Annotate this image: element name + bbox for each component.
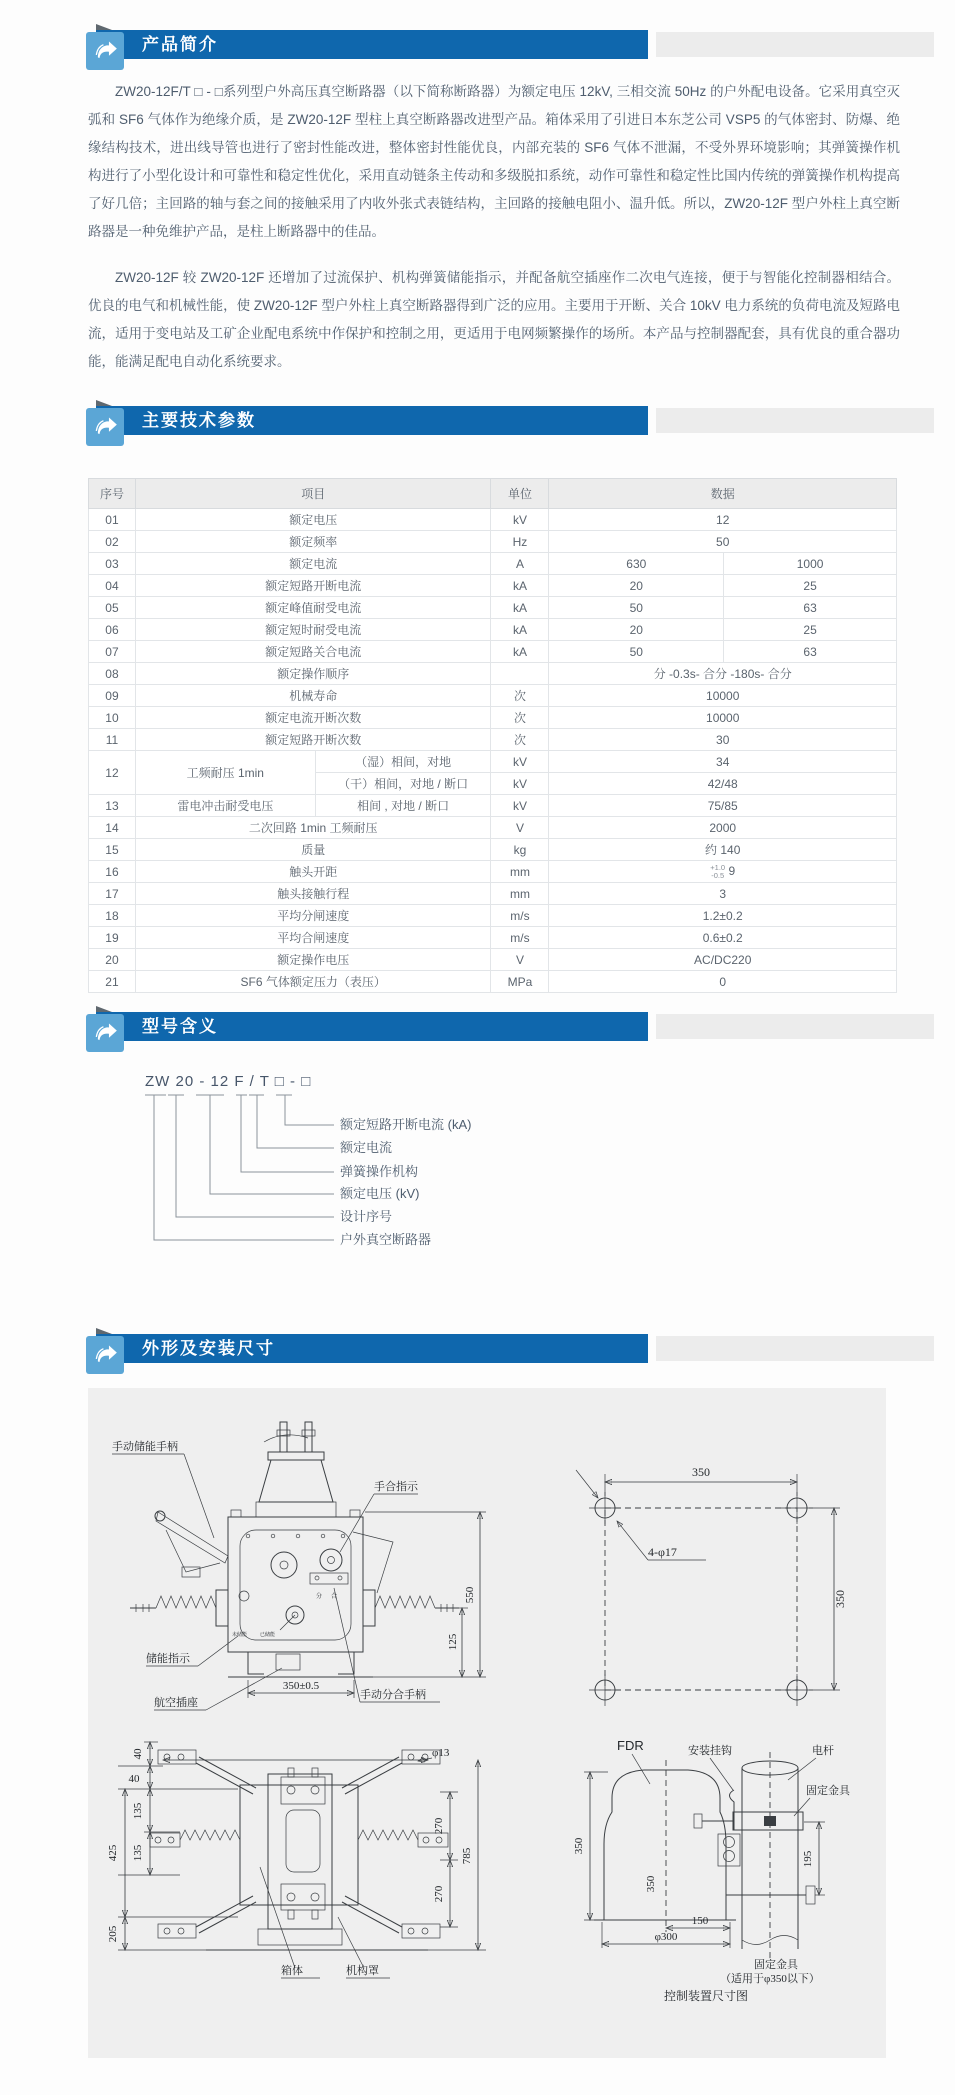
label-manual-switch-handle: 手动分合手柄	[360, 1689, 426, 1701]
param-cell: kg	[491, 839, 549, 861]
label-fdr: FDR	[617, 1738, 644, 1753]
param-cell: 额定操作顺序	[135, 663, 491, 685]
banner-extension	[656, 32, 934, 57]
dim-550: 550	[464, 1586, 476, 1604]
param-cell: kA	[491, 597, 549, 619]
model-label-rated-voltage: 额定电压 (kV)	[340, 1186, 420, 1201]
label-box: 箱体	[281, 1965, 303, 1977]
param-no-cell: 11	[89, 729, 136, 751]
model-code: ZW 20 - 12 F / T □ - □	[145, 1073, 312, 1090]
param-cell: 10000	[549, 707, 897, 729]
param-cell: 雷电冲击耐受电压	[135, 795, 315, 817]
param-cell: 75/85	[549, 795, 897, 817]
section-title-model: 型号含义	[142, 1017, 218, 1036]
param-cell: 次	[491, 685, 549, 707]
param-no-cell: 08	[89, 663, 136, 685]
param-cell: 34	[549, 751, 897, 773]
param-cell: 平均分闸速度	[135, 905, 491, 927]
label-4-phi17: 4-φ17	[648, 1545, 677, 1559]
param-cell: 20	[549, 575, 724, 597]
param-cell: 工频耐压 1min	[135, 751, 315, 795]
param-cell: 分 -0.3s- 合分 -180s- 合分	[549, 663, 897, 685]
dim-205: 205	[107, 1925, 119, 1943]
col-header-no: 序号	[89, 479, 136, 509]
param-cell: 触头开距	[135, 861, 491, 883]
banner-bar	[96, 1334, 648, 1363]
dim-40: 40	[128, 1773, 140, 1785]
param-cell: AC/DC220	[549, 949, 897, 971]
param-cell: V	[491, 817, 549, 839]
arrow-swoosh-icon	[86, 1336, 124, 1374]
param-no-cell: 15	[89, 839, 136, 861]
param-no-cell: 07	[89, 641, 136, 663]
param-cell: kV	[491, 509, 549, 531]
param-cell: 2000	[549, 817, 897, 839]
param-cell: 3	[549, 883, 897, 905]
param-no-cell: 09	[89, 685, 136, 707]
param-no-cell: 18	[89, 905, 136, 927]
param-cell: 1000	[724, 553, 897, 575]
label-pole: 电杆	[812, 1745, 834, 1757]
banner-bar	[96, 1012, 648, 1041]
dim-195: 195	[802, 1850, 814, 1868]
param-cell: 额定短路开断次数	[135, 729, 491, 751]
arrow-swoosh-icon	[86, 408, 124, 446]
caption-fitting: 固定金具	[754, 1959, 798, 1971]
param-row	[89, 707, 897, 729]
param-cell: 63	[724, 641, 897, 663]
param-cell: 25	[724, 619, 897, 641]
intro-text-block	[88, 78, 900, 376]
param-cell: A	[491, 553, 549, 575]
model-label-outdoor-breaker: 户外真空断路器	[340, 1232, 432, 1247]
param-cell: 约 140	[549, 839, 897, 861]
dim-135-1: 135	[132, 1802, 144, 1820]
param-row	[89, 927, 897, 949]
param-cell: 1.2±0.2	[549, 905, 897, 927]
param-no-cell: 04	[89, 575, 136, 597]
caption-controller-drawing: 控制装置尺寸图	[663, 1989, 749, 2003]
param-row	[89, 531, 897, 553]
param-cell: 12	[549, 509, 897, 531]
param-cell: 触头接触行程	[135, 883, 491, 905]
param-no-cell: 14	[89, 817, 136, 839]
param-cell: 额定操作电压	[135, 949, 491, 971]
dim-holes-350-w: 350	[692, 1465, 710, 1479]
param-row	[89, 971, 897, 993]
caption-fitting-note: （适用于φ350以下）	[720, 1973, 820, 1985]
param-cell: 0	[549, 971, 897, 993]
dim-270-1: 270	[433, 1817, 445, 1835]
param-cell: 630	[549, 553, 724, 575]
param-cell: 30	[549, 729, 897, 751]
banner-extension	[656, 1336, 934, 1361]
param-cell: 次	[491, 729, 549, 751]
col-header-data: 数据	[549, 479, 897, 509]
param-row	[89, 861, 897, 883]
param-cell: 平均合闸速度	[135, 927, 491, 949]
model-label-spring-mechanism: 弹簧操作机构	[340, 1164, 419, 1179]
label-fitting: 固定金具	[806, 1785, 850, 1797]
param-row	[89, 751, 897, 773]
banner-bar	[96, 406, 648, 435]
dim-270-2: 270	[433, 1885, 445, 1903]
param-row	[89, 619, 897, 641]
dim-40-top: 40	[132, 1748, 144, 1760]
param-cell: 25	[724, 575, 897, 597]
dim-phi300: φ300	[654, 1931, 678, 1943]
param-cell: 额定短路关合电流	[135, 641, 491, 663]
params-table-body	[89, 509, 897, 993]
param-no-cell: 05	[89, 597, 136, 619]
model-label-design-serial: 设计序号	[340, 1209, 393, 1224]
model-label-breaking-current: 额定短路开断电流 (kA)	[340, 1117, 472, 1132]
param-cell: kV	[491, 795, 549, 817]
param-cell: m/s	[491, 927, 549, 949]
section-header-params	[86, 406, 938, 454]
param-row	[89, 663, 897, 685]
param-no-cell: 12	[89, 751, 136, 795]
param-cell: MPa	[491, 971, 549, 993]
arrow-swoosh-icon	[86, 32, 124, 70]
param-cell: 机械寿命	[135, 685, 491, 707]
param-row	[89, 817, 897, 839]
param-cell: 额定短路开断电流	[135, 575, 491, 597]
arrow-swoosh-icon	[86, 1014, 124, 1052]
param-row	[89, 597, 897, 619]
section-header-outline	[86, 1334, 938, 1382]
dim-phi13: φ13	[432, 1747, 450, 1759]
param-cell: 额定电压	[135, 509, 491, 531]
param-row	[89, 883, 897, 905]
param-cell: 额定峰值耐受电流	[135, 597, 491, 619]
param-cell: kV	[491, 773, 549, 795]
param-no-cell: 17	[89, 883, 136, 905]
param-cell: 50	[549, 597, 724, 619]
label-charge-indicator: 储能指示	[146, 1653, 190, 1665]
label-aviation-socket: 航空插座	[154, 1697, 198, 1709]
param-no-cell: 06	[89, 619, 136, 641]
param-cell: mm	[491, 883, 549, 905]
dim-fdr-350: 350	[573, 1837, 585, 1855]
param-row	[89, 729, 897, 751]
outline-drawing-bottom	[88, 1732, 886, 2068]
dim-425: 425	[107, 1844, 119, 1862]
section-title-intro: 产品简介	[142, 35, 218, 54]
section-title-params: 主要技术参数	[142, 411, 256, 430]
param-cell: 20	[549, 619, 724, 641]
param-cell: Hz	[491, 531, 549, 553]
label-not-charged: 未储能	[232, 1633, 248, 1638]
outline-drawing-top	[88, 1390, 886, 1730]
param-cell	[491, 663, 549, 685]
params-table	[88, 478, 897, 993]
param-cell: 额定电流	[135, 553, 491, 575]
label-mechanism-cover: 机构罩	[346, 1965, 379, 1977]
label-hook: 安装挂钩	[688, 1745, 732, 1757]
param-no-cell: 20	[89, 949, 136, 971]
param-no-cell: 10	[89, 707, 136, 729]
param-cell: 0.6±0.2	[549, 927, 897, 949]
param-cell: 次	[491, 707, 549, 729]
param-cell: +1.0 -0.5 9	[549, 861, 897, 883]
dim-350-05: 350±0.5	[282, 1680, 320, 1692]
param-no-cell: 19	[89, 927, 136, 949]
param-no-cell: 03	[89, 553, 136, 575]
param-row	[89, 685, 897, 707]
param-cell: m/s	[491, 905, 549, 927]
param-cell: 相间 , 对地 / 断口	[315, 795, 491, 817]
param-no-cell: 16	[89, 861, 136, 883]
param-row	[89, 553, 897, 575]
dim-fdr-inner-350: 350	[645, 1875, 657, 1893]
param-cell: V	[491, 949, 549, 971]
param-no-cell: 01	[89, 509, 136, 531]
param-row	[89, 839, 897, 861]
dim-150: 150	[691, 1915, 709, 1927]
param-no-cell: 02	[89, 531, 136, 553]
param-cell: 二次回路 1min 工频耐压	[135, 817, 491, 839]
section-title-outline: 外形及安装尺寸	[142, 1339, 275, 1358]
intro-paragraph-1: ZW20-12F/T □ - □系列型户外高压真空断路器（以下简称断路器）为额定电压 12kV, 三相交流 50Hz 的户外配电设备。它采用真空灭弧和 SF6 气体作为绝缘介质，是 ZW20-12F 型柱上真空断路器改进型产品。箱体采用了引进日本东芝公司 VSP5 的气体密封、防爆、绝缘结构技术，进出线导管也进行了密封性能改进，整体密封性能优良，内部充装的 SF6 气体不泄漏，不受外界环境影响；其弹簧操作机构进行了小型化设计和可靠性和稳定性优化，采用直动链条主传动和多级脱扣系统，动作可靠性和稳定性比国内传统的弹簧操作机构提高了好几倍；主回路的轴与套之间的接触采用了内收外张式表链结构，主回路的接触电阻小、温升低。所以，ZW20-12F 型户外柱上真空断路器是一种免维护产品，是柱上断路器中的佳品。	[88, 84, 900, 239]
label-open-mark: 分	[316, 1594, 323, 1600]
param-cell: mm	[491, 861, 549, 883]
banner-extension	[656, 1014, 934, 1039]
col-header-unit: 单位	[491, 479, 549, 509]
table-header-row	[89, 479, 897, 509]
param-cell: （干）相间，对地 / 断口	[315, 773, 491, 795]
dim-125: 125	[447, 1633, 459, 1651]
label-close-indicator: 手合指示	[374, 1481, 418, 1493]
label-charged: 已储能	[260, 1633, 276, 1638]
param-row	[89, 641, 897, 663]
param-cell: （湿）相间，对地	[315, 751, 491, 773]
param-cell: kA	[491, 575, 549, 597]
param-row	[89, 795, 897, 817]
model-meaning-diagram	[88, 1050, 608, 1265]
param-cell: 额定短时耐受电流	[135, 619, 491, 641]
param-cell: 质量	[135, 839, 491, 861]
col-header-item: 项目	[135, 479, 491, 509]
dim-135-2: 135	[132, 1844, 144, 1862]
param-cell: 额定电流开断次数	[135, 707, 491, 729]
param-no-cell: 21	[89, 971, 136, 993]
param-cell: 42/48	[549, 773, 897, 795]
label-charge-handle: 手动储能手柄	[112, 1441, 178, 1453]
param-cell: 63	[724, 597, 897, 619]
label-close-mark: 合	[331, 1594, 338, 1600]
param-cell: 额定频率	[135, 531, 491, 553]
param-cell: 50	[549, 531, 897, 553]
param-no-cell: 13	[89, 795, 136, 817]
param-cell: 10000	[549, 685, 897, 707]
param-row	[89, 905, 897, 927]
banner-extension	[656, 408, 934, 433]
param-row	[89, 509, 897, 531]
param-cell: kA	[491, 641, 549, 663]
param-cell: kA	[491, 619, 549, 641]
param-cell: 50	[549, 641, 724, 663]
param-cell: kV	[491, 751, 549, 773]
section-header-intro	[86, 30, 938, 78]
param-row	[89, 949, 897, 971]
banner-bar	[96, 30, 648, 59]
dim-785: 785	[461, 1847, 473, 1865]
dim-holes-350-h: 350	[833, 1590, 847, 1608]
model-label-rated-current: 额定电流	[340, 1140, 393, 1155]
param-row	[89, 575, 897, 597]
param-cell: SF6 气体额定压力（表压）	[135, 971, 491, 993]
intro-paragraph-2: ZW20-12F 较 ZW20-12F 还增加了过流保护、机构弹簧储能指示，并配备航空插座作二次电气连接，便于与智能化控制器相结合。优良的电气和机械性能，使 ZW20-12F 型户外柱上真空断路器得到广泛的应用。主要用于开断、关合 10kV 电力系统的负荷电流及短路电流，适用于变电站及工矿企业配电系统中作保护和控制之用，更适用于电网频繁操作的场所。本产品与控制器配套，具有优良的重合器功能，能满足配电自动化系统要求。	[88, 270, 900, 369]
